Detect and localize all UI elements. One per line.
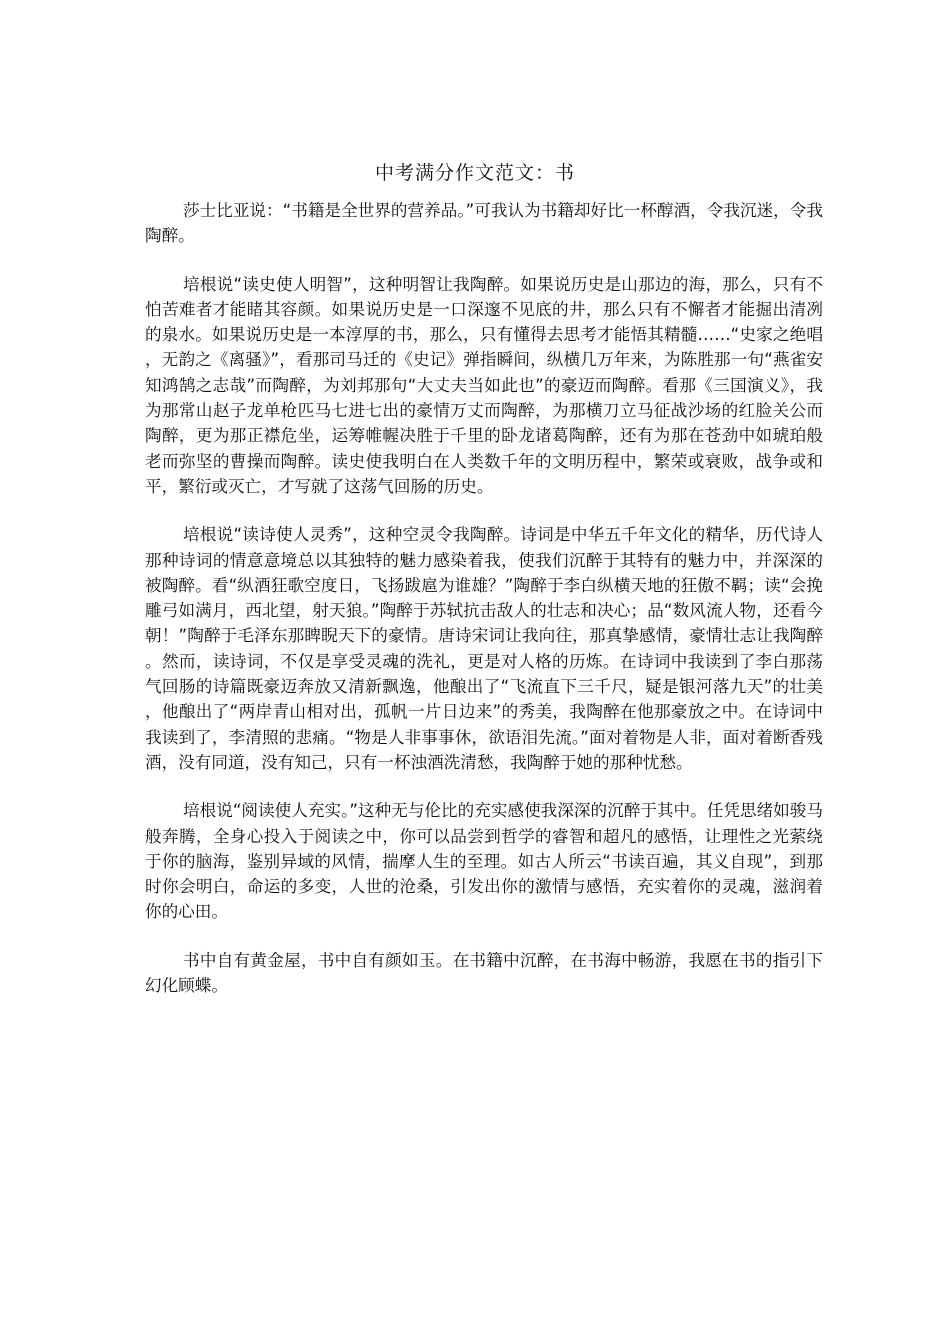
paragraph-poetry: 培根说“读诗使人灵秀”，这种空灵令我陶醉。诗词是中华五千年文化的精华，历代诗人那种诗词的情意意境总以其独特的魅力感染着我，使我们沉醉于其特有的魅力中，并深深的被陶醉。看“纵酒狂歌空度日，飞扬跋扈为谁雄？”陶醉于李白纵横天地的狂傲不羁；读“会挽雕弓如满月，西北望，射天狼。”陶醉于苏轼抗击敌人的壮志和决心；品“数风流人物，还看今朝！”陶醉于毛泽东那睥睨天下的豪情。唐诗宋词让我向往，那真挚感情，豪情壮志让我陶醉。然而，读诗词，不仅是享受灵魂的洗礼，更是对人格的历炼。在诗词中我读到了李白那荡气回肠的诗篇既豪迈奔放又清新飘逸，他酿出了“飞流直下三千尺，疑是银河落九天”的壮美，他酿出了“两岸青山相对出，孤帆一片日边来”的秀美，我陶醉在他那豪放之中。在诗词中我读到了，李清照的悲痛。“物是人非事事休，欲语泪先流。”面对着物是人非，面对着断香残酒，没有同道，没有知己，只有一杯浊酒洗清愁，我陶醉于她的那种忧愁。 <box>145 525 823 772</box>
document-body <box>145 198 823 1021</box>
paragraph-history: 培根说“读史使人明智”，这种明智让我陶醉。如果说历史是山那边的海，那么，只有不怕苦难者才能睹其容颜。如果说历史是一口深邃不见底的井，那么只有不懈者才能掘出清冽的泉水。如果说历史是一本淳厚的书，那么，只有懂得去思考才能悟其精髓……“史家之绝唱，无韵之《离骚》”，看那司马迁的《史记》弹指瞬间，纵横几万年来，为陈胜那一句“燕雀安知鸿鹄之志哉”而陶醉，为刘邦那句“大丈夫当如此也”的豪迈而陶醉。看那《三国演义》，我为那常山赵子龙单枪匹马七进七出的豪情万丈而陶醉，为那横刀立马征战沙场的红脸关公而陶醉，更为那正襟危坐，运筹帷幄决胜于千里的卧龙诸葛陶醉，还有为那在苍劲中如琥珀般老而弥坚的曹操而陶醉。读史使我明白在人类数千年的文明历程中，繁荣或衰败，战争或和平，繁衍或灭亡，才写就了这荡气回肠的历史。 <box>145 274 823 496</box>
paragraph-reading: 培根说“阅读使人充实。”这种无与伦比的充实感使我深深的沉醉于其中。任凭思绪如骏马般奔腾，全身心投入于阅读之中，你可以品尝到哲学的睿智和超凡的感悟，让理性之光萦绕于你的脑海，鉴别异域的风情，揣摩人生的至理。如古人所云“书读百遍，其义自现”，到那时你会明白，命运的多变，人世的沧桑，引发出你的激情与感悟，充实着你的灵魂，滋润着你的心田。 <box>145 801 823 922</box>
paragraph-intro: 莎士比亚说：“书籍是全世界的营养品。”可我认为书籍却好比一杯醇酒，令我沉迷，令我陶醉。 <box>145 201 823 246</box>
document-title: 中考满分作文范文：书 <box>374 162 575 184</box>
paragraph-conclusion: 书中自有黄金屋，书中自有颜如玉。在书籍中沉醉，在书海中畅游，我愿在书的指引下幻化顾蝶。 <box>145 950 823 996</box>
